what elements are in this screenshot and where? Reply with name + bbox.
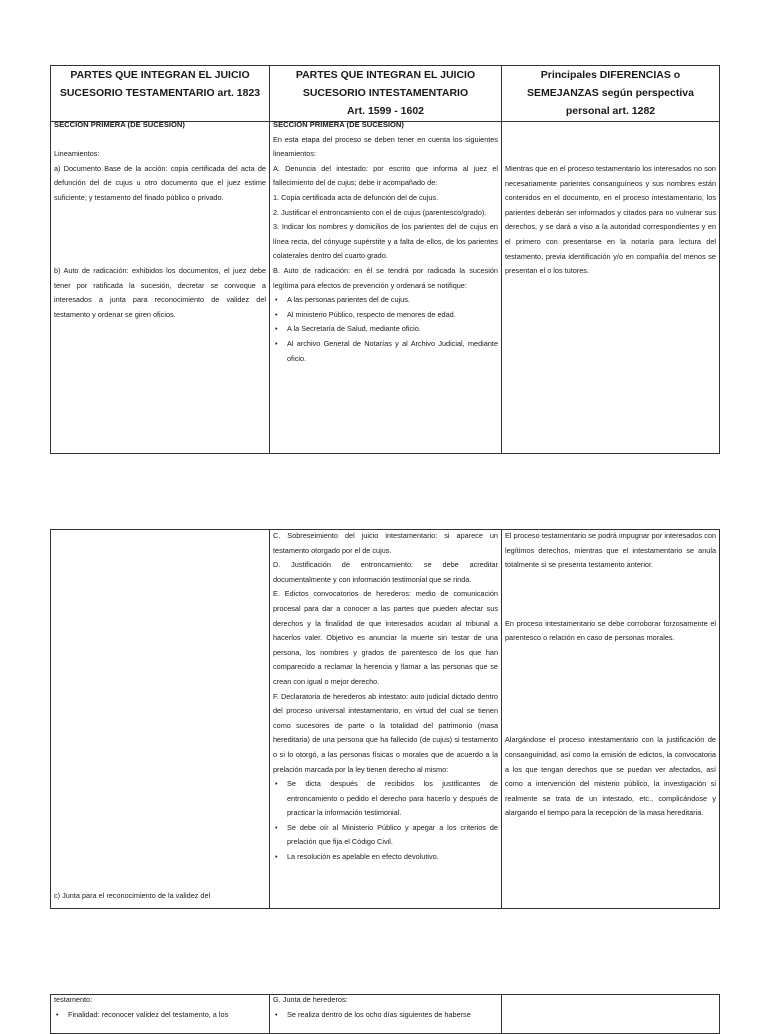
item-F: F. Declaratoria de herederos ab intestato: auto judicial dictado dentro del proceso universal intestamentario, en virtud del cual se tienen como sucesores de parte o la totalidad del patrimonio (masa hereditaria) de una persona que ha fallecido (de cujus) si testamento o si lo otorgó, a las personas físicas o morales que de acuerdo a la prelación marcada por la ley tienen derecho al mismo: — [273, 691, 498, 774]
header-intestamentario: PARTES QUE INTEGRAN EL JUICIO SUCESORIO INTESTAMENTARIO Art. 1599 - 1602 — [270, 66, 501, 122]
table-2-col-testamentario — [51, 530, 270, 908]
diferencia-duracion: Alargándose el proceso intestamentario con la justificación de consanguinidad, así como la emisión de edictos, la convocatoria a los que tengan derechos que se puedan ver afectados, así como a intervención del misterio público, la investigación si realmente se trata de un intestado, etc., complicándose y alargando el tiempo para la recepción de la masa hereditaria. — [505, 735, 716, 818]
section-title: SECCION PRIMERA (DE SUCESION) — [54, 120, 185, 129]
list-item: • Finalidad: reconocer validez del testamento, a los — [54, 1008, 266, 1023]
list-item: • Al archivo General de Notarías y al Archivo Judicial, mediante oficio. — [273, 337, 498, 366]
list-item: • Se realiza dentro de los ocho días siguientes de haberse — [273, 1008, 498, 1023]
item-a: a) Documento Base de la acción: copia certificada del acta de defunción del de cujus u otro documento que el juez estime suficiente; y testamento del finado público o privado. — [54, 163, 266, 202]
table-2 — [50, 529, 720, 909]
table-3-col-diferencias — [502, 995, 719, 1033]
intro-text: En esta etapa del proceso se deben tener en cuenta los siguientes lineamientos: — [273, 134, 498, 159]
header-diferencias: Principales DIFERENCIAS o SEMEJANZAS según perspectiva personal art. 1282 — [502, 66, 719, 122]
item-A2: 2. Justificar el entroncamiento con el de cujus (parentesco/grado). — [273, 207, 487, 217]
list-item: • Se debe oír al Ministerio Público y apegar a los criterios de prelación que fija el Código Civil. — [273, 821, 498, 850]
section-title: SECCION PRIMERA (DE SUCESION) — [273, 120, 404, 129]
table-3-col-testamentario — [51, 995, 270, 1033]
testamento-label: testamento: — [54, 995, 93, 1004]
diferencia-parentesco: En proceso intestamentario se debe corroborar forzosamente el parentesco o relación en caso de personas morales. — [505, 618, 716, 643]
table-1 — [50, 65, 720, 454]
table-3 — [50, 994, 720, 1034]
item-E: E. Edictos convocatorios de herederos: medio de comunicación procesal para dar a conocer a las partes que pueden afectar sus derechos y la finalidad de que interesados acudan al tribunal a hacerlos valer. Objetivo es anunciar la muerte sin testar de una persona, los nombres y grados de parentesco de los que han comparecido a reclamar la herencia y llamar a las personas que se crean con igual o mejor derecho. — [273, 589, 498, 686]
list-item: • La resolución es apelable en efecto devolutivo. — [273, 850, 498, 865]
diferencias-text: Mientras que en el proceso testamentario los interesados no son necesariamente parientes consanguíneos y sus nombres están contenidos en el documento, en el proceso intestamentario, los parientes deberán ser informados y citados para no vulnerar sus derechos, y se dará a viso a la autoridad correspondientes y en el primero con presentarse en la notaría para lectura del testamento, previa identificación y/o en compañía del menos se presentan el o los tutores. — [505, 164, 716, 276]
list-item: • A la Secretaría de Salud, mediante oficio. — [273, 322, 498, 337]
header-testamentario: PARTES QUE INTEGRAN EL JUICIO SUCESORIO TESTAMENTARIO art. 1823 — [51, 66, 269, 122]
list-item: • A las personas parientes del de cujus. — [273, 293, 498, 308]
table-2-col-intestamentario — [270, 530, 502, 908]
item-A: A. Denuncia del intestado: por escrito que informa al juez el fallecimiento del de cujus; debe ir acompañado de: — [273, 163, 498, 188]
item-A3: 3. Indicar los nombres y domicilios de los parientes del de cujus en línea recta, del cónyuge supérstite y a falta de ellos, de los parientes colaterales dentro del cuarto grado. — [273, 222, 498, 261]
lineamientos-label: Lineamientos: — [54, 149, 100, 159]
item-b: b) Auto de radicación: exhibidos los documentos, el juez debe tener por ratificada la sucesión, decretar se convoque a interesados a junta para reconocimiento de validez del testamento y ordenar se giren oficios. — [54, 265, 266, 319]
table-1-col-intestamentario — [270, 66, 502, 453]
item-c: c) Junta para el reconocimiento de la validez del — [54, 891, 211, 901]
table-3-col-intestamentario — [270, 995, 502, 1033]
list-item: • Al ministerio Público, respecto de menores de edad. — [273, 308, 498, 323]
item-D: D. Justificación de entroncamiento: se debe acreditar documentalmente y con información testimonial que se rinda. — [273, 560, 498, 584]
table-1-col-testamentario — [51, 66, 270, 453]
table-2-col-diferencias — [502, 530, 719, 908]
diferencia-impugnar: El proceso testamentario se podrá impugnar por interesados con legítimos derechos, mientras que el intestamentario se anula totalmente si se presenta testamento anterior. — [505, 531, 716, 570]
item-A1: 1. Copia certificada acta de defunción del de cujus. — [273, 192, 439, 202]
table-1-col-diferencias — [502, 66, 719, 453]
list-item: • Se dicta después de recibidos los justificantes de entroncamiento o pedido el derecho para hacerlo y después de practicar la información testimonial. — [273, 777, 498, 821]
item-C: C. Sobreseimiento del juicio intestamentario: si aparece un testamento otorgado por el de cujus. — [273, 531, 498, 555]
item-B: B. Auto de radicación: en él se tendrá por radicada la sucesión legítima para efectos de prevención y ordenará se notifique: — [273, 265, 498, 290]
item-G: G. Junta de herederos: — [273, 995, 348, 1004]
